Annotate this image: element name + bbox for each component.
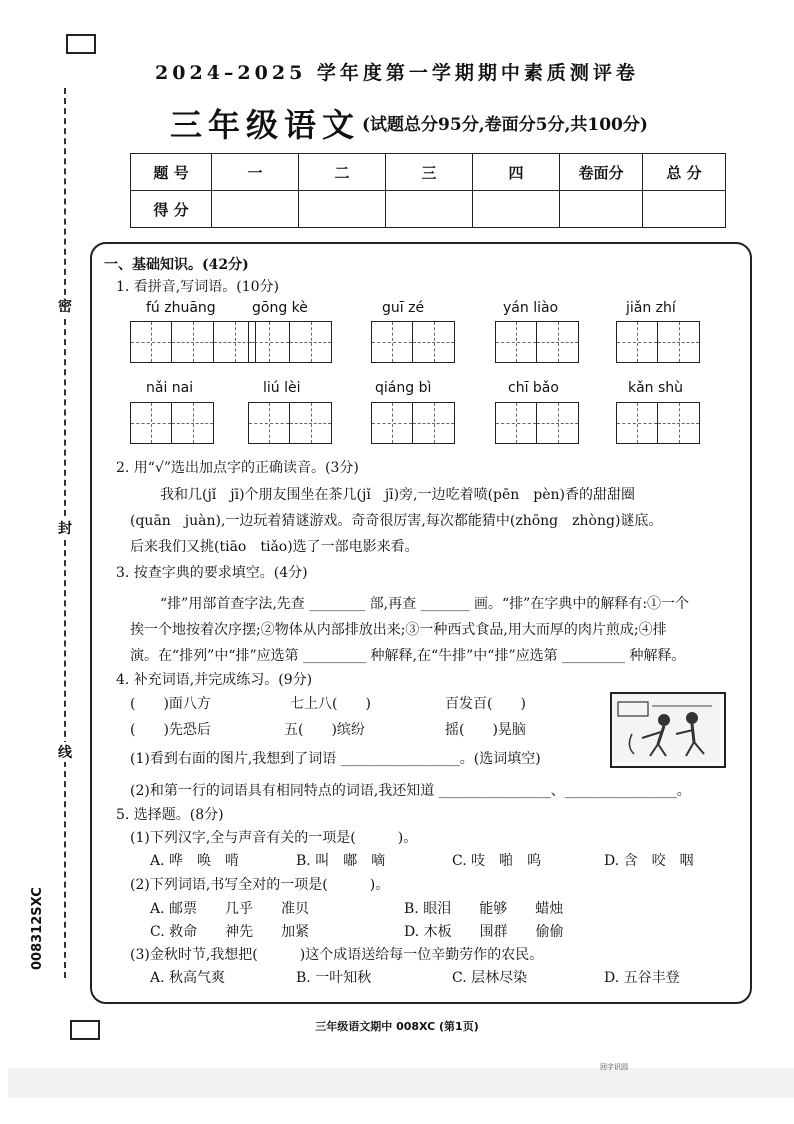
q3-title: 3. 按查字典的要求填空。(4分) (116, 565, 308, 581)
score-header-row (131, 154, 726, 191)
q5-sub2: (2)下列词语,书写全对的一项是( )。 (130, 877, 390, 893)
idiom-blank[interactable]: ( )先恐后 (130, 722, 211, 738)
margin-char-feng: 封 (56, 518, 74, 538)
writing-grid[interactable] (248, 321, 332, 363)
score-input-cell[interactable] (560, 191, 643, 228)
choice-option[interactable]: A. 邮票 几乎 准贝 (150, 901, 310, 917)
q3-line: “排”用部首查字法,先查 ________ 部,再查 _______ 画。“排”在字典中的解释有:①一个 (160, 596, 690, 612)
q2-line: 后来我们又挑(tiāo tiǎo)选了一部电影来看。 (130, 539, 419, 555)
margin-char-mi: 密 (56, 296, 74, 316)
writing-grid[interactable] (495, 402, 579, 444)
idiom-blank[interactable]: 百发百( ) (445, 696, 526, 712)
idiom-blank[interactable]: 五( )缤纷 (284, 722, 365, 738)
score-cell: 总 分 (643, 154, 726, 191)
pinyin-label: kǎn shù (628, 380, 684, 396)
q5-sub1: (1)下列汉字,全与声音有关的一项是( )。 (130, 830, 418, 846)
writing-grid[interactable] (371, 321, 455, 363)
corner-text: 回字识园 (600, 1063, 628, 1071)
illustration-image (610, 692, 726, 768)
q2-line: 我和几(jǐ jī)个朋友围坐在茶几(jǐ jī)旁,一边吃着喷(pēn pèn)香的甜甜圈 (160, 487, 636, 503)
section1-title: 一、基础知识。(42分) (104, 257, 249, 273)
page-footer: 三年级语文期中 008XC (第1页) (315, 1020, 479, 1033)
score-cell: 二 (299, 154, 386, 191)
score-input-cell[interactable] (212, 191, 299, 228)
idiom-blank[interactable]: ( )面八方 (130, 696, 211, 712)
score-input-cell[interactable] (299, 191, 386, 228)
subject-title: 三年级语文 (170, 106, 361, 144)
pinyin-label: yán liào (503, 300, 559, 316)
score-cell: 题 号 (131, 154, 212, 191)
choice-option[interactable]: C. 层林尽染 (452, 970, 528, 986)
idiom-blank[interactable]: 七上八( ) (290, 696, 371, 712)
choice-option[interactable]: A. 哗 唤 啃 (150, 853, 240, 869)
pinyin-label: qiáng bì (375, 380, 432, 396)
choice-option[interactable]: C. 救命 神先 加紧 (150, 924, 310, 940)
q4-title: 4. 补充词语,并完成练习。(9分) (116, 672, 313, 688)
writing-grid[interactable] (130, 402, 214, 444)
q3-line: 挨一个地按着次序摆;②物体从内部排放出来;③一种西式食品,用大而厚的肉片煎成;④排 (130, 622, 667, 638)
exam-title: 2024–2025 学年度第一学期期中素质测评卷 (155, 62, 639, 84)
score-cell: 得 分 (131, 191, 212, 228)
score-input-cell[interactable] (643, 191, 726, 228)
writing-grid[interactable] (248, 402, 332, 444)
score-table (130, 153, 726, 228)
pinyin-label: nǎi nai (146, 380, 194, 396)
q3-line: 演。在“排列”中“排”应选第 _________ 种解释,在“牛排”中“排”应选第 _________ 种解释。 (130, 648, 686, 664)
choice-option[interactable]: D. 五谷丰登 (604, 970, 680, 986)
score-cell: 三 (386, 154, 473, 191)
score-value-row (131, 191, 726, 228)
margin-char-xian: 线 (56, 742, 74, 762)
bottom-bar (8, 1068, 794, 1098)
score-cell: 四 (473, 154, 560, 191)
q1-title: 1. 看拼音,写词语。(10分) (116, 279, 279, 295)
q5-sub3: (3)金秋时节,我想把( )这个成语送给每一位辛勤劳作的农民。 (130, 947, 544, 963)
score-cell: 卷面分 (560, 154, 643, 191)
pinyin-label: jiǎn zhí (626, 300, 676, 316)
choice-option[interactable]: D. 含 咬 咽 (604, 853, 694, 869)
choice-option[interactable]: C. 吱 啪 呜 (452, 853, 542, 869)
q4-sub2: (2)和第一行的词语具有相同特点的词语,我还知道 ________________、________________。 (130, 783, 691, 799)
writing-grid[interactable] (616, 321, 700, 363)
idiom-blank[interactable]: 摇( )晃脑 (445, 722, 526, 738)
choice-option[interactable]: B. 眼泪 能够 蜡烛 (404, 901, 564, 917)
pinyin-label: liú lèi (263, 380, 301, 396)
choice-option[interactable]: D. 木板 围群 偷偷 (404, 924, 564, 940)
q4-sub1: (1)看到右面的图片,我想到了词语 _________________。(选词填空) (130, 751, 541, 767)
pinyin-label: guī zé (382, 300, 425, 316)
writing-grid[interactable] (130, 321, 256, 363)
corner-square-top (66, 34, 96, 54)
q2-title: 2. 用“√”选出加点字的正确读音。(3分) (116, 460, 359, 476)
writing-grid[interactable] (616, 402, 700, 444)
choice-option[interactable]: B. 叫 嘟 嘀 (296, 853, 386, 869)
writing-grid[interactable] (371, 402, 455, 444)
q5-title: 5. 选择题。(8分) (116, 807, 224, 823)
q2-line: (quān juàn),一边玩着猜谜游戏。奇奇很厉害,每次都能猜中(zhōng zhòng)谜底。 (130, 513, 663, 529)
score-input-cell[interactable] (473, 191, 560, 228)
score-note: (试题总分95分,卷面分5分,共100分) (362, 115, 648, 135)
writing-grid[interactable] (495, 321, 579, 363)
margin-code: 008312SXC (30, 887, 45, 970)
score-cell: 一 (212, 154, 299, 191)
choice-option[interactable]: B. 一叶知秋 (296, 970, 372, 986)
pinyin-label: fú zhuāng (146, 300, 216, 316)
pinyin-label: chī bǎo (508, 380, 559, 396)
pinyin-label: gōng kè (252, 300, 308, 316)
score-input-cell[interactable] (386, 191, 473, 228)
choice-option[interactable]: A. 秋高气爽 (150, 970, 226, 986)
